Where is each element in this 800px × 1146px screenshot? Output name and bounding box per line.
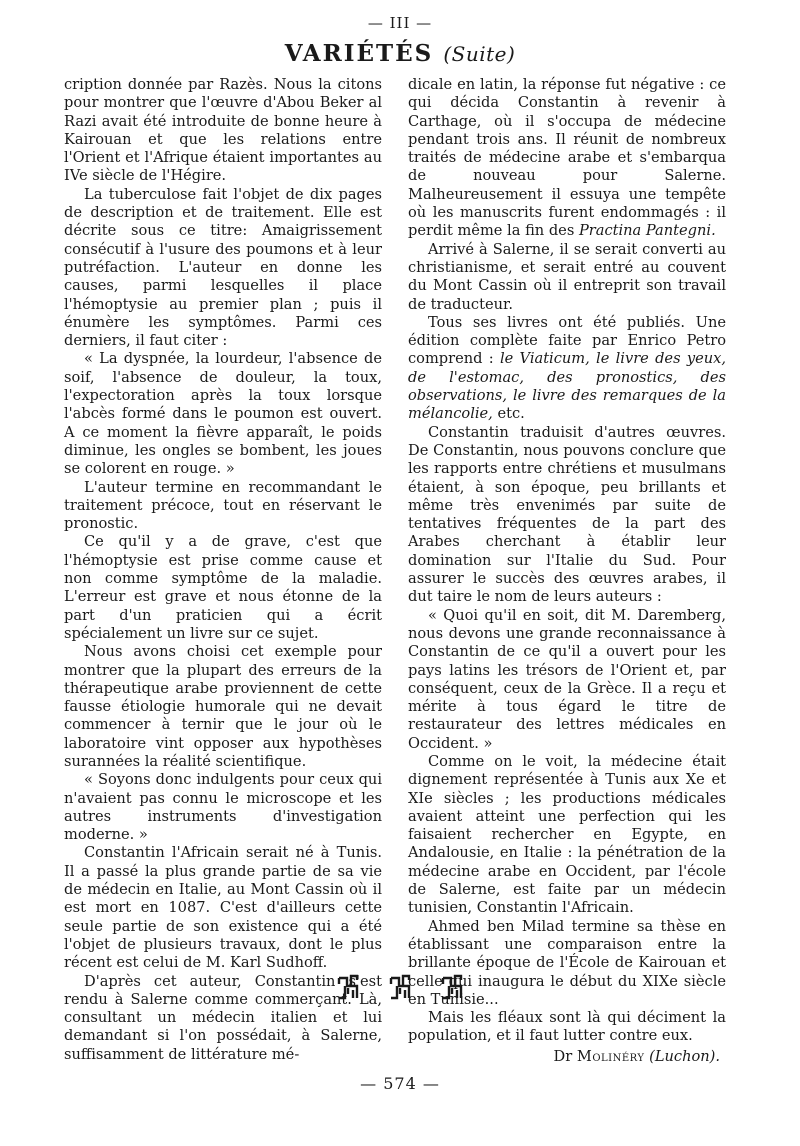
paragraph: Constantin traduisit d'autres œuvres. De Constantin, nous pouvons conclure que les rapports entre chrétiens et musulmans étaient, à son époque, peu brillants et même très envenimés par suite de tentatives fréquentes de la part des Arabes cherchant à établir leur domination sur l'Italie du Sud. Pour assurer le succès des œuvres arabes, il dut taire le nom de leurs auteurs :: [408, 423, 726, 606]
signature-place: (Luchon).: [649, 1047, 720, 1065]
paragraph: D'après cet auteur, Constantin s'est rendu à Salerne comme commerçant. Là, consultant un médecin italien et lui demandant si l'on possédait, à Salerne, suffisamment de littérature mé-: [64, 972, 382, 1063]
ornament-icon: [337, 974, 359, 1000]
right-column: [408, 76, 726, 1066]
paragraph: [408, 314, 726, 424]
paragraph: cription donnée par Razès. Nous la citons pour montrer que l'œuvre d'Abou Beker al Razi avait été introduite de bonne heure à Kairouan et que les relations entre l'Orient et l'Afrique étaient importantes au IVe siècle de l'Hégire.: [64, 76, 382, 185]
page-number: — 574 —: [360, 1074, 440, 1093]
paragraph: Constantin l'Africain serait né à Tunis. Il a passé la plus grande partie de sa vie de médecin en Italie, au Mont Cassin où il est mort en 1087. C'est d'ailleurs cette seule partie de son existence qui a été l'objet de plusieurs travaux, dont le plus récent est celui de M. Karl Sudhoff.: [64, 844, 382, 972]
ornament-row: [0, 974, 800, 1000]
signature: [408, 1048, 726, 1066]
paragraph: [408, 76, 726, 241]
paragraph-text: Tous ses livres ont été publiés. Une édition complète faite par Enrico Petro comprend :: [408, 313, 726, 368]
section-number: — III —: [367, 14, 433, 32]
section-title-text: VARIÉTÉS: [284, 40, 434, 67]
paragraph: Nous avons choisi cet exemple pour montrer que la plupart des erreurs de la thérapeutique arabe proviennent de cette fausse étiologie humorale qui ne devait commencer à ternir que le jour où le laboratoire vint opposer aux hypothèses surannées la réalité scientifique.: [64, 643, 382, 770]
paragraph-text: dicale en latin, la réponse fut négative : ce qui décida Constantin à revenir à Carthage, où il s'occupa de médecine pendant trois ans. Il réunit de nombreux traités de médecine arabe et s'embarqua de nouveau pour Salerne. Malheureusement il essuya une tempête où les manuscrits furent endommagés : il perdit même la fin des: [408, 76, 726, 240]
quote-paragraph: « La dyspnée, la lourdeur, l'absence de soif, l'absence de douleur, la toux, l'expectoration après la toux lorsque l'abcès formé dans le poumon est ouvert. A ce moment la fièvre apparaît, le poids diminue, les ongles se bombent, les joues se colorent en rouge. »: [64, 350, 382, 478]
paragraph: Ahmed ben Milad termine sa thèse en établissant une comparaison entre la brillante époque de l'École de Kairouan et celle qui inaugura le début du XIXe siècle en Tunisie...: [408, 917, 726, 1008]
book-title: Practina Pantegni.: [578, 222, 716, 240]
signature-name: Molinéry: [576, 1047, 645, 1065]
paragraph: Mais les fléaux sont là qui déciment la population, et il faut lutter contre eux.: [408, 1009, 726, 1045]
ornament-icon: [441, 974, 463, 1000]
paragraph: L'auteur termine en recommandant le traitement précoce, tout en réservant le pronostic.: [64, 478, 382, 533]
section-title: [0, 40, 800, 67]
book-list: le Viaticum, le livre des yeux, de l'estomac, des pronostics, des observations, le livre des remarques de la mélancolie,: [408, 350, 726, 423]
section-title-suffix: (Suite): [443, 42, 516, 66]
ornament-icon: [389, 974, 411, 1000]
paragraph: Comme on le voit, la médecine était dignement représentée à Tunis aux Xe et XIe siècles ; les productions médicales avaient atteint une perfection qui les faisaient rechercher en Egypte, en Andalousie, en Italie : la pénétration de la médecine arabe en Occident, par l'école de Salerne, est faite par un médecin tunisien, Constantin l'Africain.: [408, 752, 726, 917]
left-column: [64, 76, 382, 1064]
paragraph-text: etc.: [497, 405, 525, 423]
paragraph: Ce qu'il y a de grave, c'est que l'hémoptysie est prise comme cause et non comme symptôme de la maladie. L'erreur est grave et nous étonne de la part d'un praticien qui a écrit spécialement un livre sur ce sujet.: [64, 533, 382, 642]
paragraph: La tuberculose fait l'objet de dix pages de description et de traitement. Elle est décrite sous ce titre: Amaigrissement consécutif à l'usure des poumons et à leur putréfaction. L'auteur en donne les causes, parmi lesquelles il place l'hémoptysie au premier plan ; puis il énumère les symptômes. Parmi ces derniers, il faut citer :: [64, 185, 382, 350]
quote-paragraph: « Soyons donc indulgents pour ceux qui n'avaient pas connu le microscope et les autres instruments d'investigation moderne. »: [64, 771, 382, 844]
paragraph: Arrivé à Salerne, il se serait converti au christianisme, et serait entré au couvent du Mont Cassin où il entreprit son travail de traducteur.: [408, 240, 726, 313]
signature-title: Dr: [553, 1047, 573, 1065]
quote-paragraph: « Quoi qu'il en soit, dit M. Daremberg, nous devons une grande reconnaissance à Constantin de ce qu'il a ouvert pour les pays latins les trésors de l'Orient et, par conséquent, ceux de la Grèce. Il a reçu et mérite à tous égard le titre de restaurateur des lettres médicales en Occident. »: [408, 606, 726, 752]
